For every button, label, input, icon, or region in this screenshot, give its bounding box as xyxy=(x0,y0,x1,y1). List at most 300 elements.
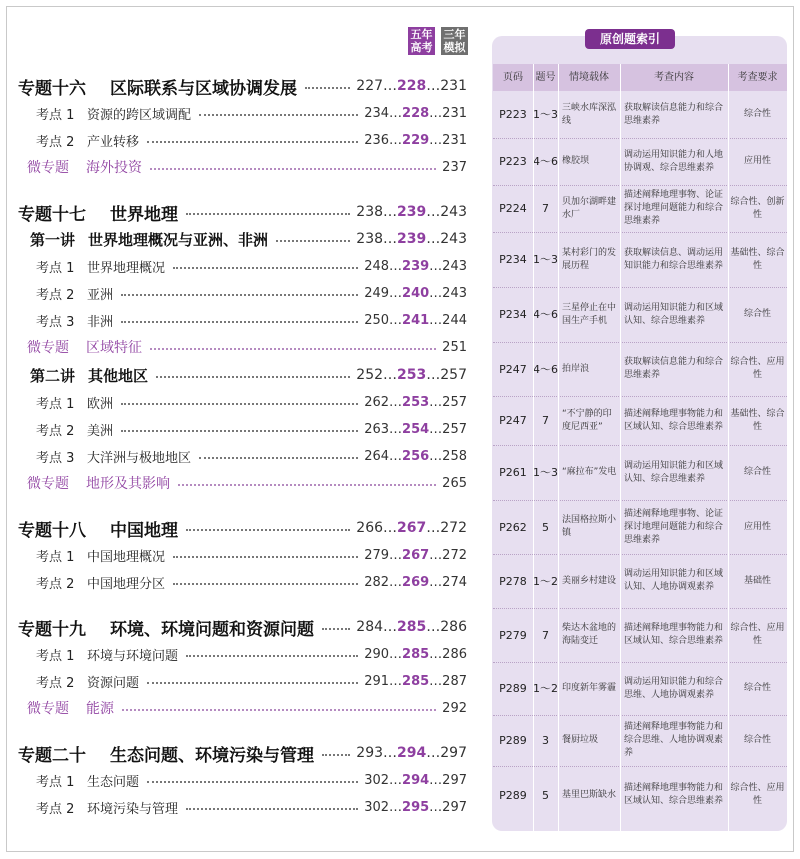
cell-page: P247 xyxy=(499,362,527,376)
toc-entry-point[interactable] xyxy=(0,280,475,306)
page-separator: … xyxy=(389,673,403,689)
page-separator: … xyxy=(389,547,403,563)
page-separator: … xyxy=(429,105,443,121)
toc-entry-pages xyxy=(364,259,467,274)
header-number: 题号 xyxy=(535,72,556,83)
page-separator: … xyxy=(429,285,443,301)
table-row xyxy=(493,445,787,500)
toc-entry-pages xyxy=(364,674,467,689)
toc-entry-title: 欧洲 xyxy=(87,396,114,412)
row-divider xyxy=(493,232,787,233)
page-original: 292 xyxy=(442,700,467,716)
page-original: 284 xyxy=(356,619,384,635)
toc-entry-title: 生态问题 xyxy=(87,774,140,790)
cell-number: 1～2 xyxy=(533,574,558,588)
page-simulation: 243 xyxy=(442,258,467,274)
page-exam: 294 xyxy=(402,772,430,788)
cell-content: 调动运用知识能力和综合思维、人地协调观素养 xyxy=(624,676,724,700)
page-simulation: 297 xyxy=(440,745,467,761)
badge-three-year xyxy=(441,27,468,55)
page-separator: … xyxy=(383,78,398,94)
cell-number: 5 xyxy=(542,788,549,802)
page-original: 293 xyxy=(356,745,384,761)
cell-number: 7 xyxy=(542,202,549,215)
leader-dots xyxy=(322,628,350,630)
toc-entry-label: 考点 1 xyxy=(36,648,75,664)
toc-entry-lecture[interactable] xyxy=(0,226,475,252)
toc-entry-pages xyxy=(442,476,467,491)
toc-entry-title: 环境、环境问题和资源问题 xyxy=(110,619,314,640)
row-divider xyxy=(493,185,787,186)
toc-entry-label: 专题二十 xyxy=(18,745,86,766)
cell-carrier: 三星停止在中国生产手机 xyxy=(562,302,617,326)
page-separator: … xyxy=(429,673,443,689)
cell-requirement: 综合性 xyxy=(743,309,771,319)
page-simulation: 231 xyxy=(442,105,467,121)
page-exam: 256 xyxy=(402,448,430,464)
page-simulation: 272 xyxy=(440,520,467,536)
page-exam: 254 xyxy=(402,421,430,437)
cell-carrier: 餐厨垃圾 xyxy=(562,735,599,745)
page-original: 291 xyxy=(364,673,390,689)
toc-entry-topic[interactable] xyxy=(0,740,475,766)
cell-carrier: 柴达木盆地的海陆变迁 xyxy=(562,623,617,646)
page-separator: … xyxy=(389,772,403,788)
column-divider xyxy=(728,64,729,831)
page-separator: … xyxy=(383,745,398,761)
toc-entry-micro[interactable] xyxy=(0,334,475,360)
toc-entry-label: 微专题 xyxy=(27,160,69,176)
toc-entry-point[interactable] xyxy=(0,542,475,568)
toc-entry-label: 第一讲 xyxy=(30,230,76,249)
page-exam: 285 xyxy=(397,619,427,635)
index-header-row xyxy=(493,64,787,91)
page-simulation: 243 xyxy=(442,285,467,301)
page-original: 290 xyxy=(364,646,390,662)
leader-dots xyxy=(186,529,350,531)
cell-number: 7 xyxy=(542,628,549,642)
cell-requirement: 综合性 xyxy=(743,683,771,693)
toc-entry-title: 亚洲 xyxy=(87,287,114,303)
toc-entry-title: 中国地理 xyxy=(110,520,178,541)
leader-dots xyxy=(121,430,358,432)
badge-five-year-line2: 高考 xyxy=(410,41,433,54)
row-divider xyxy=(493,554,787,555)
toc-entry-point[interactable] xyxy=(0,416,475,442)
toc-entry-point[interactable] xyxy=(0,100,475,126)
leader-dots xyxy=(322,754,350,756)
toc-entry-micro[interactable] xyxy=(0,470,475,496)
toc-entry-label: 考点 1 xyxy=(36,107,75,123)
page-separator: … xyxy=(383,204,398,220)
page-simulation: 231 xyxy=(440,78,467,94)
cell-page: P278 xyxy=(499,574,527,588)
toc-entry-label: 专题十八 xyxy=(18,520,86,541)
page-exam: 267 xyxy=(397,520,427,536)
toc-entry-title: 资源的跨区域调配 xyxy=(87,107,192,123)
cell-carrier: 法国格拉斯小镇 xyxy=(562,515,617,538)
cell-content: 调动运用知识能力和区域认知、综合思维素养 xyxy=(624,460,724,484)
cell-number: 3 xyxy=(542,734,549,747)
toc-entry-title: 中国地理分区 xyxy=(87,576,166,592)
page-original: 262 xyxy=(364,394,390,410)
page-exam: 228 xyxy=(402,105,430,121)
page-separator: … xyxy=(429,258,443,274)
toc-entry-pages xyxy=(356,520,467,536)
page-exam: 295 xyxy=(402,799,430,815)
leader-dots xyxy=(147,781,358,783)
table-row xyxy=(493,138,787,185)
page-original: 282 xyxy=(364,574,390,590)
cell-carrier: “不宁静的印度尼西亚” xyxy=(562,408,612,432)
page-separator: … xyxy=(389,421,403,437)
leader-dots xyxy=(147,141,358,143)
toc-entry-pages xyxy=(364,395,467,410)
row-divider xyxy=(493,138,787,139)
toc-entry-pages xyxy=(442,340,467,355)
page-separator: … xyxy=(426,231,441,247)
leader-dots xyxy=(122,709,436,711)
row-divider xyxy=(493,445,787,446)
cell-carrier: 印度新年雾霾 xyxy=(562,683,617,693)
page-simulation: 274 xyxy=(442,574,467,590)
toc-entry-pages xyxy=(356,367,467,383)
toc-entry-pages xyxy=(364,647,467,662)
toc-entry-title: 世界地理概况与亚洲、非洲 xyxy=(88,230,269,249)
page-original: 279 xyxy=(364,547,390,563)
column-divider xyxy=(533,64,534,831)
cell-page: P234 xyxy=(499,253,527,266)
leader-dots xyxy=(173,583,358,585)
page-separator: … xyxy=(426,520,441,536)
leader-dots xyxy=(150,348,436,350)
toc-entry-point[interactable] xyxy=(0,668,475,694)
cell-page: P261 xyxy=(499,466,527,479)
leader-dots xyxy=(186,808,358,810)
toc-entry-pages xyxy=(356,78,467,94)
cell-number: 4～6 xyxy=(533,362,558,376)
toc-entry-topic[interactable] xyxy=(0,73,475,99)
cell-page: P289 xyxy=(499,734,527,747)
toc-entry-label: 考点 1 xyxy=(36,396,75,412)
table-row xyxy=(493,232,787,287)
page-original: 234 xyxy=(364,105,390,121)
page-separator: … xyxy=(429,799,443,815)
toc-entry-pages xyxy=(356,745,467,761)
cell-requirement: 综合性 xyxy=(743,467,771,477)
page-separator: … xyxy=(389,105,403,121)
cell-number: 1～3 xyxy=(533,466,558,479)
page-original: 263 xyxy=(364,421,390,437)
page-separator: … xyxy=(383,231,398,247)
table-row xyxy=(493,396,787,445)
page-original: 236 xyxy=(364,132,390,148)
page-separator: … xyxy=(389,258,403,274)
cell-requirement: 综合性、创新性 xyxy=(730,196,785,220)
cell-requirement: 基础性、综合性 xyxy=(730,408,785,432)
cell-requirement: 应用性 xyxy=(743,156,771,166)
cell-number: 1～3 xyxy=(533,108,558,121)
cell-content: 描述阐释地理事物能力和区域认知、综合思维素养 xyxy=(624,783,724,806)
leader-dots xyxy=(121,403,358,405)
page-original: 248 xyxy=(364,258,390,274)
cell-content: 描述阐释地理事物能力和区域认知、综合思维素养 xyxy=(624,623,724,646)
toc-entry-title: 非洲 xyxy=(87,314,114,330)
table-row xyxy=(493,91,787,138)
toc-entry-micro[interactable] xyxy=(0,695,475,721)
toc-entry-pages xyxy=(356,619,467,635)
toc-entry-pages xyxy=(364,773,467,788)
page-exam: 269 xyxy=(402,574,430,590)
cell-carrier: 三峡水库深泓线 xyxy=(562,102,617,126)
toc-entry-title: 产业转移 xyxy=(87,134,140,150)
cell-content: 调动运用知识能力和区域认知、综合思维素养 xyxy=(624,302,724,326)
cell-number: 1～3 xyxy=(533,253,558,266)
toc-entry-title: 海外投资 xyxy=(86,160,142,176)
cell-requirement: 综合性 xyxy=(743,735,771,745)
page-separator: … xyxy=(426,619,441,635)
page-exam: 267 xyxy=(402,547,430,563)
toc-entry-title: 区域特征 xyxy=(86,340,142,356)
toc-entry-label: 第二讲 xyxy=(30,366,76,385)
cell-content: 获取解读信息、调动运用知识能力和综合思维素养 xyxy=(624,247,724,271)
toc-entry-label: 微专题 xyxy=(27,340,69,356)
page-original: 264 xyxy=(364,448,390,464)
toc-entry-label: 考点 3 xyxy=(36,450,75,466)
toc-entry-pages xyxy=(356,204,467,220)
cell-page: P223 xyxy=(499,155,527,168)
toc-entry-pages xyxy=(364,449,467,464)
cell-number: 7 xyxy=(542,414,549,427)
column-divider xyxy=(558,64,559,831)
page-original: 237 xyxy=(442,159,467,175)
leader-dots xyxy=(121,321,358,323)
leader-dots xyxy=(276,240,350,242)
toc-entry-title: 世界地理概况 xyxy=(87,260,166,276)
page-separator: … xyxy=(389,799,403,815)
page-exam: 285 xyxy=(402,646,430,662)
toc-entry-label: 考点 1 xyxy=(36,774,75,790)
page-original: 227 xyxy=(356,78,384,94)
cell-requirement: 应用性 xyxy=(743,521,771,532)
page-separator: … xyxy=(429,394,443,410)
leader-dots xyxy=(173,556,358,558)
table-row xyxy=(493,608,787,662)
toc-entry-label: 考点 2 xyxy=(36,576,75,592)
toc-entry-pages xyxy=(364,133,467,148)
toc-entry-title: 资源问题 xyxy=(87,675,140,691)
cell-page: P234 xyxy=(499,308,527,321)
cell-carrier: “麻拉布”发电 xyxy=(562,467,617,477)
cell-carrier: 橡胶坝 xyxy=(562,156,590,166)
cell-content: 调动运用知识能力和人地协调观、综合思维素养 xyxy=(624,149,724,173)
toc-entry-point[interactable] xyxy=(0,641,475,667)
cell-carrier: 某村彩门的发展历程 xyxy=(562,247,617,271)
cell-requirement: 基础性 xyxy=(743,575,771,586)
badge-five-year-line1: 五年 xyxy=(410,28,433,41)
toc-entry-micro[interactable] xyxy=(0,154,475,180)
column-divider xyxy=(620,64,621,831)
toc-entry-label: 考点 2 xyxy=(36,801,75,817)
row-divider xyxy=(493,608,787,609)
toc-entry-title: 环境污染与管理 xyxy=(87,801,179,817)
cell-requirement: 基础性、综合性 xyxy=(730,247,785,271)
toc-entry-point[interactable] xyxy=(0,307,475,333)
toc-entry-pages xyxy=(442,160,467,175)
toc-entry-label: 考点 2 xyxy=(36,423,75,439)
page-original: 249 xyxy=(364,285,390,301)
toc-entry-title: 生态问题、环境污染与管理 xyxy=(110,745,314,766)
page-separator: … xyxy=(429,132,443,148)
page-separator: … xyxy=(429,574,443,590)
cell-requirement: 综合性、应用性 xyxy=(730,623,785,646)
toc-entry-title: 中国地理概况 xyxy=(87,549,166,565)
leader-dots xyxy=(178,484,436,486)
page-separator: … xyxy=(383,520,398,536)
page-simulation: 272 xyxy=(442,547,467,563)
leader-dots xyxy=(199,457,358,459)
toc-entry-point[interactable] xyxy=(0,443,475,469)
row-divider xyxy=(493,396,787,397)
toc-entry-pages xyxy=(364,548,467,563)
page-exam: 294 xyxy=(397,745,427,761)
cell-content: 描述阐释地理事物、论证探讨地理问题能力和综合思维素养 xyxy=(624,508,724,545)
cell-page: P279 xyxy=(499,628,527,642)
page-separator: … xyxy=(383,367,398,383)
page-simulation: 297 xyxy=(442,772,467,788)
page-exam: 239 xyxy=(397,231,427,247)
toc-entry-point[interactable] xyxy=(0,389,475,415)
cell-requirement: 综合性 xyxy=(743,109,771,119)
page-simulation: 257 xyxy=(442,421,467,437)
page-separator: … xyxy=(426,367,441,383)
page-simulation: 243 xyxy=(440,204,467,220)
page-original: 250 xyxy=(364,312,390,328)
cell-page: P247 xyxy=(499,414,527,427)
page-simulation: 257 xyxy=(442,394,467,410)
table-row xyxy=(493,715,787,766)
table-row xyxy=(493,554,787,608)
page-exam: 228 xyxy=(397,78,427,94)
leader-dots xyxy=(147,682,358,684)
cell-content: 获取解读信息能力和综合思维素养 xyxy=(624,357,724,380)
toc-entry-label: 专题十七 xyxy=(18,204,86,225)
page-separator: … xyxy=(429,421,443,437)
leader-dots xyxy=(156,376,350,378)
page-separator: … xyxy=(389,646,403,662)
leader-dots xyxy=(121,294,358,296)
toc-entry-label: 考点 2 xyxy=(36,134,75,150)
toc-entry-topic[interactable] xyxy=(0,614,475,640)
cell-page: P289 xyxy=(499,682,527,695)
toc-entry-label: 考点 2 xyxy=(36,287,75,303)
page-simulation: 297 xyxy=(442,799,467,815)
cell-carrier: 拍岸浪 xyxy=(562,363,590,374)
page-original: 302 xyxy=(364,772,390,788)
page-original: 238 xyxy=(356,231,384,247)
cell-content: 获取解读信息能力和综合思维素养 xyxy=(624,102,724,126)
toc-entry-pages xyxy=(364,106,467,121)
badge-three-year-line2: 模拟 xyxy=(443,41,466,54)
leader-dots xyxy=(150,168,436,170)
page-exam: 253 xyxy=(397,367,427,383)
header-content: 考查内容 xyxy=(654,72,694,83)
page-separator: … xyxy=(389,448,403,464)
row-divider xyxy=(493,500,787,501)
cell-number: 1～2 xyxy=(533,682,558,695)
page-exam: 285 xyxy=(402,673,430,689)
page-separator: … xyxy=(429,312,443,328)
page-original: 266 xyxy=(356,520,384,536)
leader-dots xyxy=(186,213,350,215)
page-separator: … xyxy=(429,547,443,563)
page-original: 265 xyxy=(442,475,467,491)
toc-entry-title: 能源 xyxy=(86,701,114,717)
toc-entry-pages xyxy=(356,231,467,247)
toc-entry-title: 区际联系与区域协调发展 xyxy=(110,78,297,99)
page-simulation: 258 xyxy=(442,448,467,464)
toc-entry-label: 专题十九 xyxy=(18,619,86,640)
header-requirement: 考查要求 xyxy=(737,72,778,83)
page-exam: 253 xyxy=(402,394,430,410)
cell-requirement: 综合性、应用性 xyxy=(730,357,785,380)
table-row xyxy=(493,662,787,715)
row-divider xyxy=(493,715,787,716)
toc-entry-pages xyxy=(442,701,467,716)
toc-entry-point[interactable] xyxy=(0,127,475,153)
page-simulation: 287 xyxy=(442,673,467,689)
row-divider xyxy=(493,287,787,288)
cell-carrier: 美丽乡村建设 xyxy=(562,575,617,586)
toc-entry-pages xyxy=(364,422,467,437)
cell-requirement: 综合性、应用性 xyxy=(730,783,785,806)
leader-dots xyxy=(305,87,350,89)
cell-page: P224 xyxy=(499,202,527,215)
cell-content: 描述阐释地理事物、论证探讨地理问题能力和综合思维素养 xyxy=(624,190,724,226)
toc-entry-topic[interactable] xyxy=(0,515,475,541)
toc-entry-topic[interactable] xyxy=(0,199,475,225)
page-separator: … xyxy=(426,204,441,220)
page-simulation: 243 xyxy=(440,231,467,247)
cell-page: P262 xyxy=(499,520,527,534)
toc-entry-pages xyxy=(364,313,467,328)
page-separator: … xyxy=(383,619,398,635)
table-row xyxy=(493,287,787,342)
page-simulation: 257 xyxy=(440,367,467,383)
toc-entry-title: 其他地区 xyxy=(88,366,149,385)
page-separator: … xyxy=(389,285,403,301)
cell-number: 4～6 xyxy=(533,155,558,168)
toc-entry-point[interactable] xyxy=(0,253,475,279)
row-divider xyxy=(493,662,787,663)
toc-entry-point[interactable] xyxy=(0,569,475,595)
table-row xyxy=(493,185,787,232)
page-separator: … xyxy=(389,312,403,328)
page-original: 302 xyxy=(364,799,390,815)
toc-entry-point[interactable] xyxy=(0,794,475,820)
badge-five-year xyxy=(408,27,435,55)
toc-entry-point[interactable] xyxy=(0,767,475,793)
table-row xyxy=(493,766,787,824)
leader-dots xyxy=(199,114,358,116)
page-separator: … xyxy=(429,646,443,662)
cell-page: P289 xyxy=(499,788,527,802)
page-separator: … xyxy=(426,78,441,94)
page-simulation: 286 xyxy=(442,646,467,662)
row-divider xyxy=(493,342,787,343)
page-exam: 239 xyxy=(402,258,430,274)
toc-entry-lecture[interactable] xyxy=(0,362,475,388)
